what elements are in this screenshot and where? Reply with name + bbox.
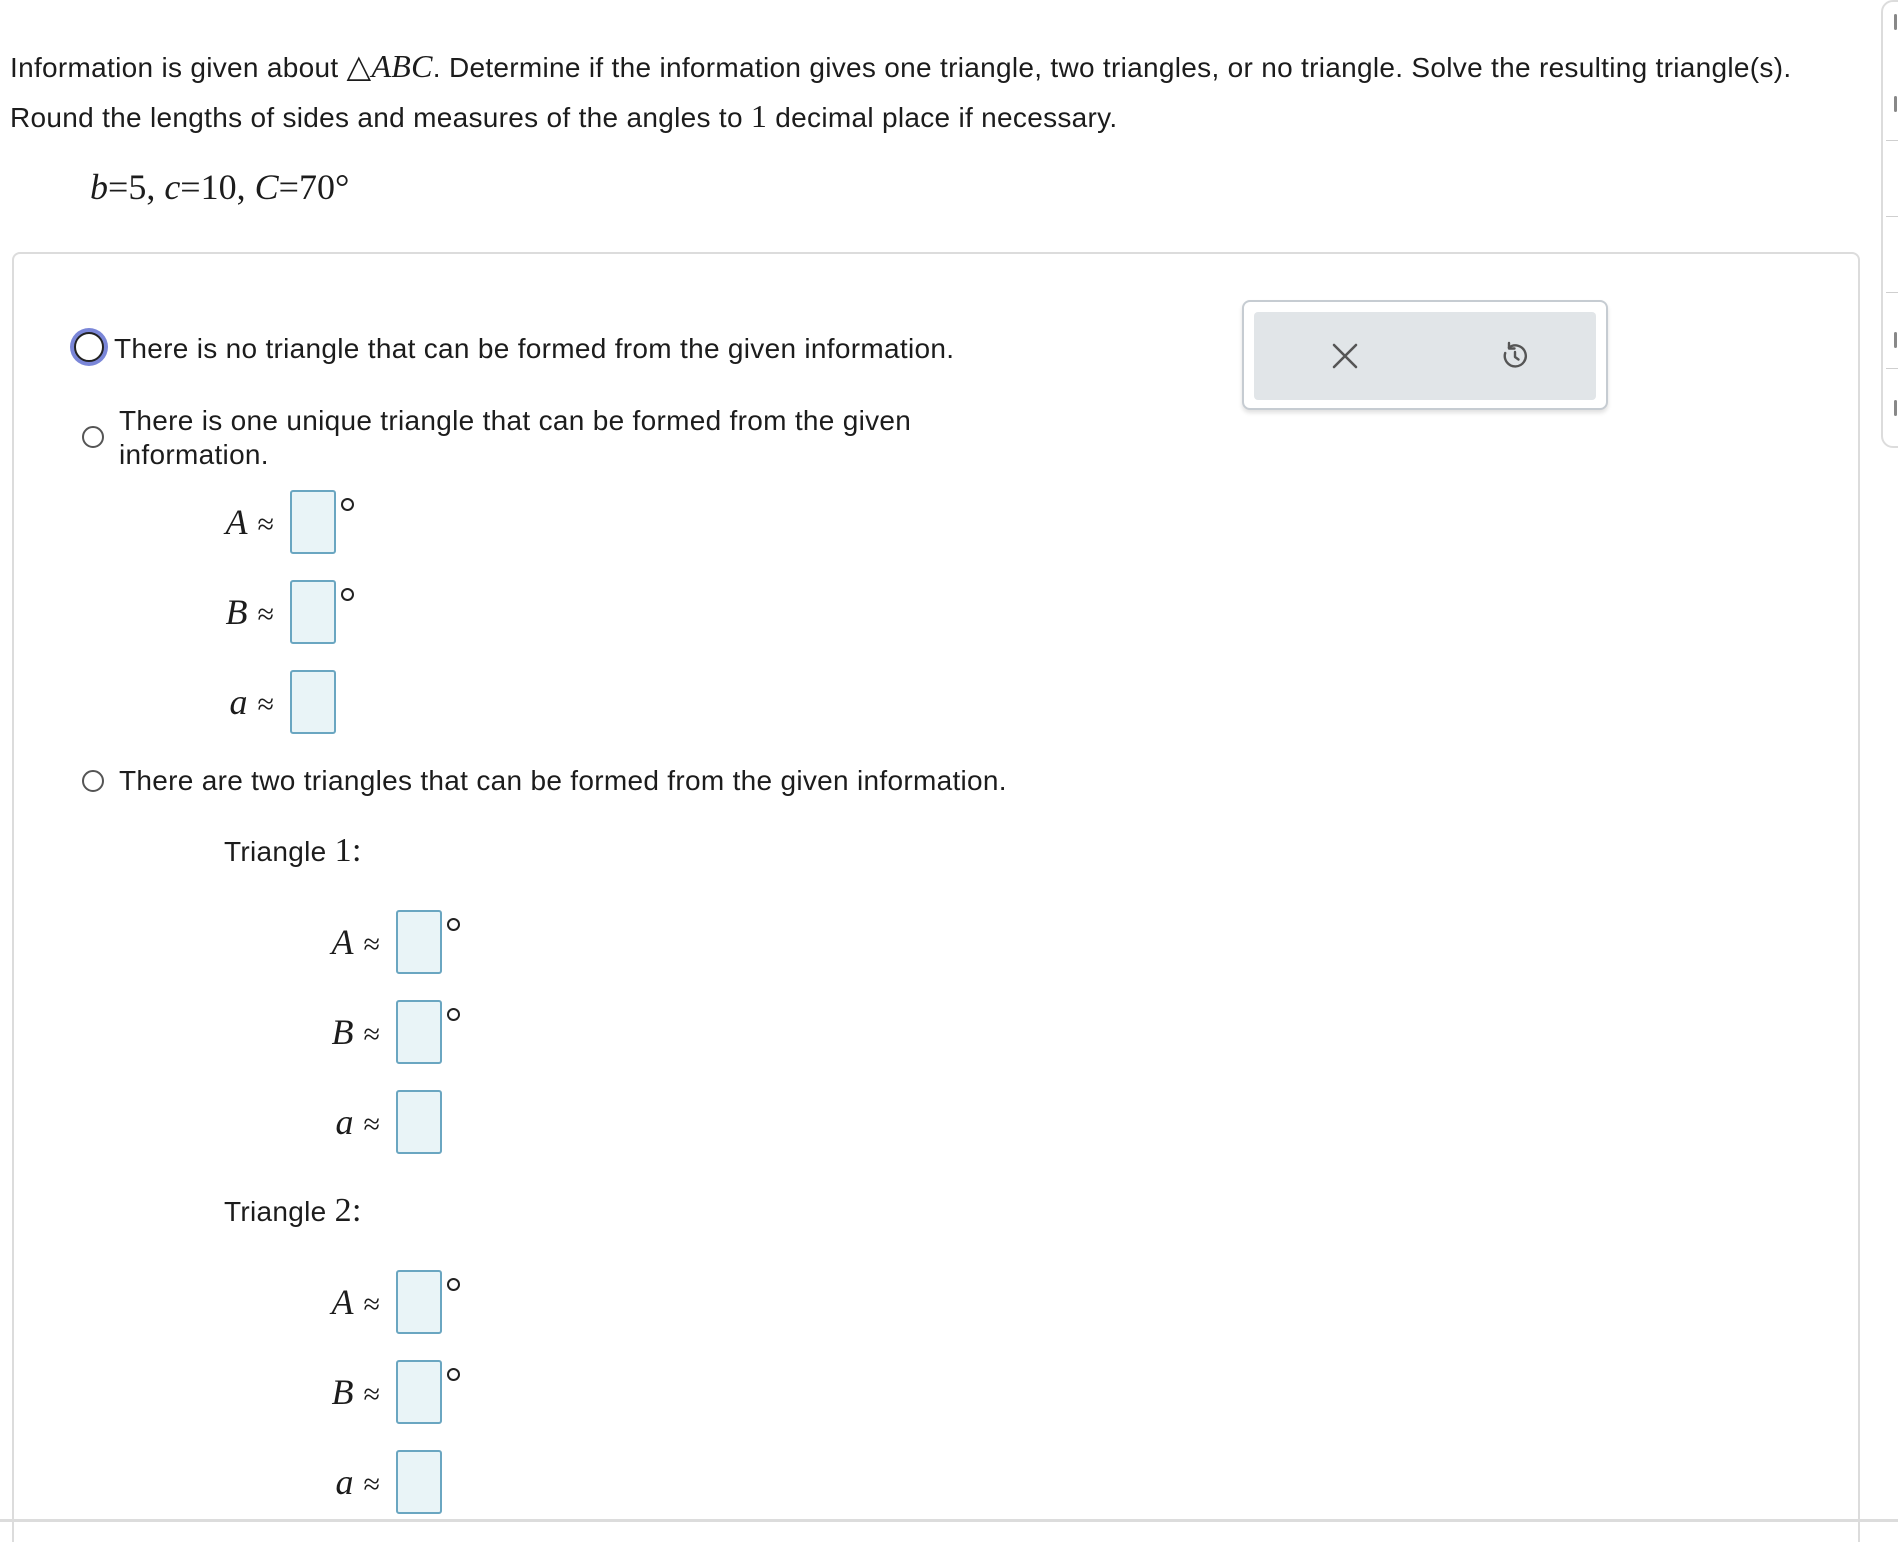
undo-button[interactable] [1493, 334, 1537, 378]
answer-panel [12, 252, 1860, 1542]
triangle-2-A-input[interactable] [396, 1270, 442, 1334]
triangle-1-a-input[interactable] [396, 1090, 442, 1154]
radio-two-triangles[interactable] [82, 770, 104, 792]
one-triangle-A-input[interactable] [290, 490, 336, 554]
triangle-1-a-row: a ≈ [310, 1090, 442, 1154]
triangle-2-a-row: a ≈ [310, 1450, 442, 1514]
triangle-symbol: △ [346, 48, 372, 84]
one-triangle-B-row: B ≈ [204, 580, 354, 644]
triangle-2-a-input[interactable] [396, 1450, 442, 1514]
triangle-name: ABC [371, 48, 433, 84]
radio-one-triangle[interactable] [82, 426, 104, 448]
option-two-triangles[interactable] [82, 764, 1007, 798]
triangle-1-B-row: B ≈ [310, 1000, 460, 1064]
one-triangle-B-input[interactable] [290, 580, 336, 644]
triangle-2-B-input[interactable] [396, 1360, 442, 1424]
one-triangle-a-row: a ≈ [204, 670, 336, 734]
option-two-triangles-label: There are two triangles that can be formed from the given information. [119, 765, 1007, 796]
option-one-triangle-label: There is one unique triangle that can be formed from the given information. [119, 405, 912, 470]
close-icon [1331, 342, 1359, 370]
degree-symbol [447, 918, 460, 931]
degree-symbol [447, 1008, 460, 1021]
degree-symbol [341, 498, 354, 511]
degree-symbol [447, 1278, 460, 1291]
triangle-1-A-input[interactable] [396, 910, 442, 974]
triangle-2-B-row: B ≈ [310, 1360, 460, 1424]
question-prompt: Information is given about △ABC. Determine if the information gives one triangle, two triangles, or no triangle. Solve the resulting triangle(s). Round the lengths of sides and measures of the angles to 1 decimal place if necessary. [10, 48, 1792, 134]
triangle-1-B-input[interactable] [396, 1000, 442, 1064]
side-panel-edge [1881, 0, 1898, 448]
answer-tools-panel [1242, 300, 1608, 410]
degree-symbol [447, 1368, 460, 1381]
option-one-triangle[interactable] [82, 404, 1062, 472]
one-triangle-a-input[interactable] [290, 670, 336, 734]
given-values: b=5, c=10, C=70° [90, 167, 350, 207]
triangle-1-A-row: A ≈ [310, 910, 460, 974]
one-triangle-A-row: A ≈ [204, 490, 354, 554]
degree-symbol [341, 588, 354, 601]
triangle-1-label: Triangle 1: [224, 832, 362, 869]
triangle-2-label: Triangle 2: [224, 1192, 362, 1229]
option-no-triangle-label: There is no triangle that can be formed from the given information. [114, 333, 955, 364]
radio-no-triangle[interactable] [74, 332, 104, 362]
triangle-2-A-row: A ≈ [310, 1270, 460, 1334]
option-no-triangle[interactable] [78, 332, 954, 366]
undo-icon [1500, 341, 1530, 371]
clear-button[interactable] [1323, 334, 1367, 378]
